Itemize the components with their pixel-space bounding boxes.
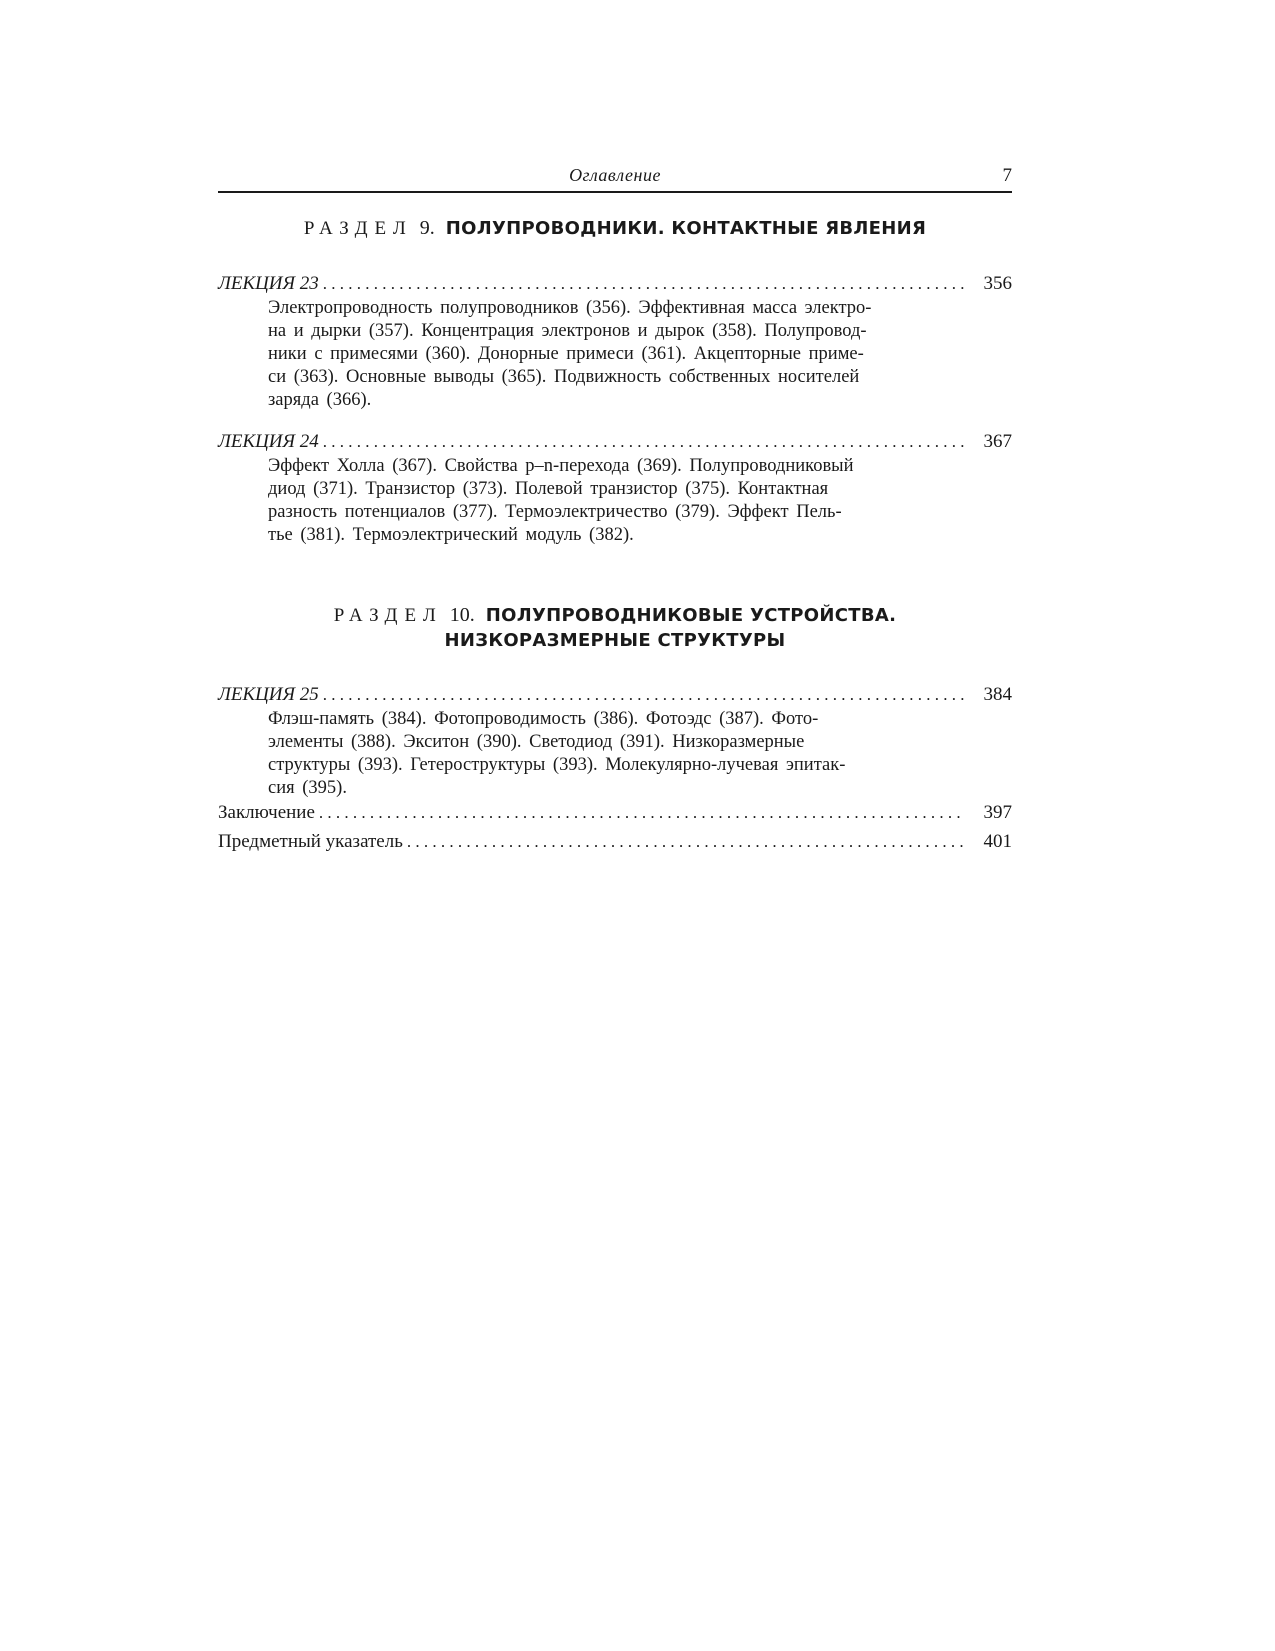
section-title-line2: НИЗКОРАЗМЕРНЫЕ СТРУКТУРЫ xyxy=(444,630,786,651)
desc-line: Электропроводность полупроводников (356). Эффективная масса электро- xyxy=(268,298,872,318)
desc-line: элементы (388). Экситон (390). Светодиод (391). Низкоразмерные xyxy=(268,732,805,752)
entry-title: ЛЕКЦИЯ 23 xyxy=(218,273,319,294)
entry-title: ЛЕКЦИЯ 25 xyxy=(218,684,319,705)
entry-page: 384 xyxy=(983,684,1012,705)
section-number: 9. xyxy=(419,217,435,239)
toc-entry-lecture-23[interactable] xyxy=(218,271,1012,412)
entry-title: Заключение xyxy=(218,802,315,823)
toc-entry-index[interactable] xyxy=(218,829,1012,855)
running-header xyxy=(218,165,1012,193)
entry-title: Предметный указатель xyxy=(218,831,403,852)
desc-line: тье (381). Термоэлектрический модуль (382). xyxy=(268,525,634,545)
entry-page: 356 xyxy=(983,273,1012,294)
desc-line: структуры (393). Гетероструктуры (393). Молекулярно-лучевая эпитак- xyxy=(268,755,846,775)
section-number: 10. xyxy=(449,604,475,626)
entry-description xyxy=(268,708,1014,800)
leader-dots xyxy=(323,429,966,455)
section-prefix: РАЗДЕЛ xyxy=(303,218,413,239)
entry-description xyxy=(268,455,1014,547)
entry-description xyxy=(268,297,1014,412)
toc-entry-lecture-24[interactable] xyxy=(218,429,1012,547)
header-page-number: 7 xyxy=(1002,165,1012,186)
desc-line: диод (371). Транзистор (373). Полевой транзистор (375). Контактная xyxy=(268,479,829,499)
toc-entry-conclusion[interactable] xyxy=(218,800,1012,826)
desc-line: Флэш-память (384). Фотопроводимость (386). Фотоэдс (387). Фото- xyxy=(268,709,819,729)
desc-line: разность потенциалов (377). Термоэлектричество (379). Эффект Пель- xyxy=(268,502,842,522)
section-9-heading xyxy=(218,216,1012,241)
leader-dots xyxy=(323,682,966,708)
section-prefix: РАЗДЕЛ xyxy=(333,605,443,626)
section-title: ПОЛУПРОВОДНИКИ. КОНТАКТНЫЕ ЯВЛЕНИЯ xyxy=(445,218,927,239)
section-title: ПОЛУПРОВОДНИКОВЫЕ УСТРОЙСТВА. xyxy=(485,605,897,626)
desc-line: ники с примесями (360). Донорные примеси (361). Акцепторные приме- xyxy=(268,344,864,364)
entry-title: ЛЕКЦИЯ 24 xyxy=(218,431,319,452)
header-title: Оглавление xyxy=(569,165,661,185)
entry-page: 401 xyxy=(983,831,1012,852)
desc-line: си (363). Основные выводы (365). Подвижность собственных носителей xyxy=(268,367,860,387)
leader-dots xyxy=(323,271,966,297)
leader-dots xyxy=(319,800,966,826)
desc-line: сия (395). xyxy=(268,778,347,798)
entry-page: 397 xyxy=(983,802,1012,823)
desc-line: заряда (366). xyxy=(268,390,372,410)
desc-line: на и дырки (357). Концентрация электронов и дырок (358). Полупровод- xyxy=(268,321,867,341)
section-10-heading xyxy=(218,603,1012,653)
entry-page: 367 xyxy=(983,431,1012,452)
leader-dots xyxy=(407,829,966,855)
toc-entry-lecture-25[interactable] xyxy=(218,682,1012,800)
desc-line: Эффект Холла (367). Свойства p–n-перехода (369). Полупроводниковый xyxy=(268,456,854,476)
